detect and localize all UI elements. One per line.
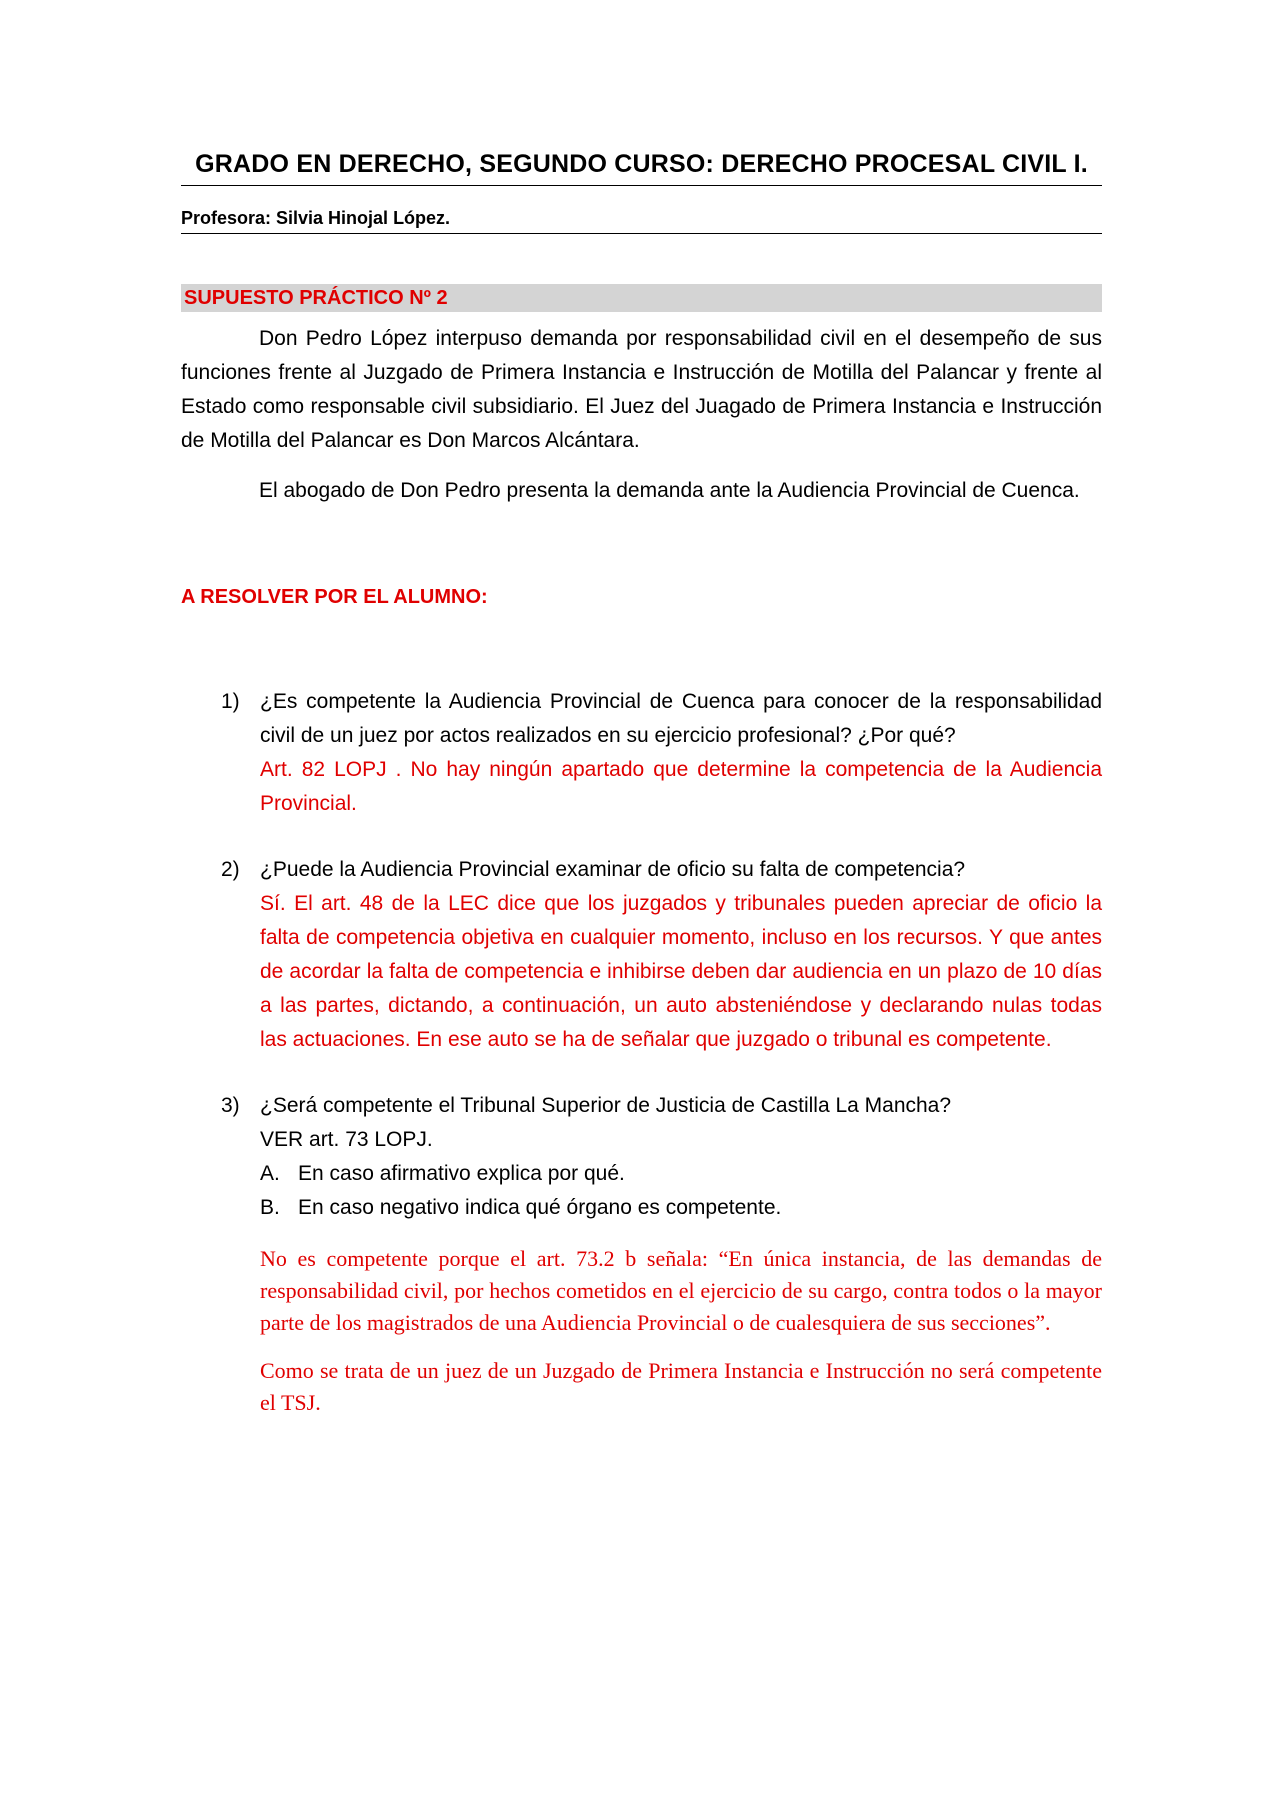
question-text: ¿Es competente la Audiencia Provincial de Cuenca para conocer de la responsabilidad civil de un juez por actos realizados en su ejercicio profesional? ¿Por qué? (260, 690, 1102, 747)
question-number: 1) (221, 690, 240, 713)
option-text: En caso negativo indica qué órgano es competente. (298, 1196, 782, 1219)
question-body (260, 685, 1102, 821)
professor-line: Profesora: Silvia Hinojal López. (181, 208, 1102, 234)
question-body (260, 853, 1102, 1057)
question-text: ¿Puede la Audiencia Provincial examinar de oficio su falta de competencia? (260, 858, 966, 881)
answer-text-1: No es competente porque el art. 73.2 b señala: “En única instancia, de las demandas de responsabilidad civil, por hechos cometidos en el ejercicio de su cargo, contra todos o la mayor parte de los magistrados de una Audiencia Provincial o de cualesquiera de sus secciones”. (260, 1246, 1102, 1335)
question-number: 3) (221, 1094, 240, 1117)
question-3 (181, 1089, 1102, 1419)
question-text: ¿Será competente el Tribunal Superior de Justicia de Castilla La Mancha? (260, 1094, 952, 1117)
question-body (260, 1089, 1102, 1419)
option-letter: A. (260, 1162, 280, 1185)
option-letter: B. (260, 1196, 280, 1219)
option-b (260, 1191, 1102, 1225)
option-a (260, 1157, 1102, 1191)
case-heading: SUPUESTO PRÁCTICO Nº 2 (181, 284, 1102, 312)
question-2 (181, 853, 1102, 1057)
question-list (181, 685, 1102, 1419)
tasks-heading: A RESOLVER POR EL ALUMNO: (181, 586, 488, 608)
document-title: GRADO EN DERECHO, SEGUNDO CURSO: DERECHO PROCESAL CIVIL I. (181, 150, 1102, 186)
case-paragraph-1: Don Pedro López interpuso demanda por responsabilidad civil en el desempeño de sus funciones frente al Juzgado de Primera Instancia e Instrucción de Motilla del Palancar y frente al Estado como responsable civil subsidiario. El Juez del Juagado de Primera Instancia e Instrucción de Motilla del Palancar es Don Marcos Alcántara. (181, 327, 1102, 452)
question-1 (181, 685, 1102, 821)
answer-text-2: Como se trata de un juez de un Juzgado de Primera Instancia e Instrucción no será competente el TSJ. (260, 1358, 1102, 1415)
question-number: 2) (221, 858, 240, 881)
question-note: VER art. 73 LOPJ. (260, 1128, 433, 1151)
case-paragraph-2: El abogado de Don Pedro presenta la demanda ante la Audiencia Provincial de Cuenca. (259, 479, 1080, 502)
option-text: En caso afirmativo explica por qué. (298, 1162, 625, 1185)
answer-text: Art. 82 LOPJ . No hay ningún apartado que determine la competencia de la Audiencia Provincial. (260, 758, 1102, 815)
document-content (181, 150, 1102, 1419)
answer-text: Sí. El art. 48 de la LEC dice que los juzgados y tribunales pueden apreciar de oficio la falta de competencia objetiva en cualquier momento, incluso en los recursos. Y que antes de acordar la falta de competencia e inhibirse deben dar audiencia en un plazo de 10 días a las partes, dictando, a continuación, un auto absteniéndose y declarando nulas todas las actuaciones. En ese auto se ha de señalar que juzgado o tribunal es competente. (260, 892, 1102, 1051)
